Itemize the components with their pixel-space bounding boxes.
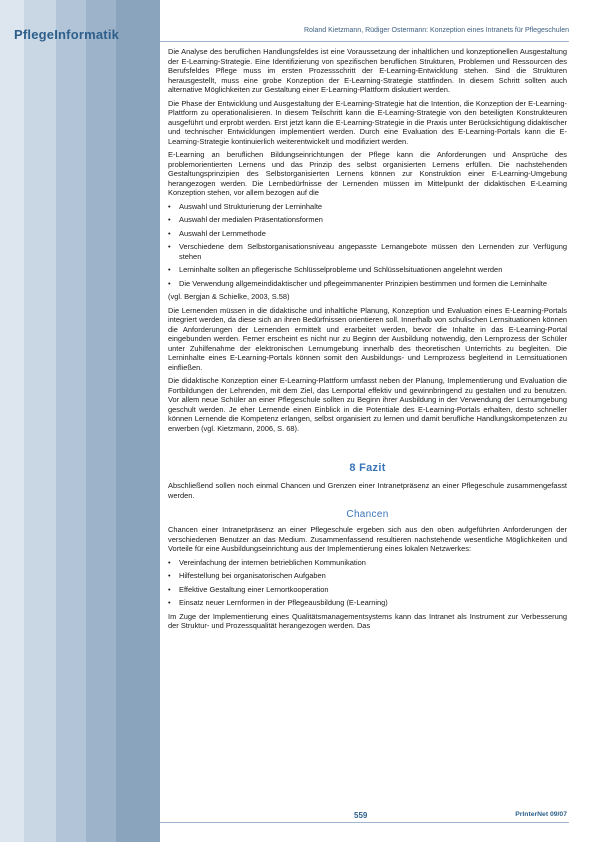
left-band-1 [0, 0, 24, 842]
list-item: • Lerninhalte sollten an pflegerische Schlüsselprobleme und Schlüsselsituationen angelehnt werden [168, 265, 503, 274]
paragraph: Die Lernenden müssen in die didaktische und inhaltliche Planung, Konzeption und Evaluation eines E-Learning-Portals integriert werden, da diese sich an ihren Bedürfnissen orientieren soll. Innerhalb von schulischen Lernsituationen können die Anforderungen der Lernenden ermittelt und erarbeitet werden, bevor die Inhalte in das E-Learning-Portal eingebunden werden. Ferner erscheint es nicht nur zu Beginn der Ausbildung notwendig, den Lernprozess der Schüler unter Zuhilfenahme der elektronischen Lernumgebung innerhalb des theoretischen Unterrichts zu begleiten. Die Lerninhalte eines E-Learning-Portals können somit den Ausbildungs- und Lernprozess begleitend in Lernsituationen einfließen. [168, 305, 567, 372]
list-item: • Auswahl der Lernmethode [168, 228, 266, 238]
page-number: 559 [354, 811, 368, 820]
bullet-icon: • [168, 265, 171, 274]
article-body [168, 47, 567, 635]
citation: (vgl. Bergjan & Schielke, 2003, S.58) [168, 292, 290, 301]
paragraph: E-Learning an beruflichen Bildungseinrichtungen der Pflege kann die Anforderungen und Ansprüche des problemorientierten Lernens und das Prinzip des selbst organisierten Lernens erfüllen. Die nachstehenden Gestaltungsprinzipien des Selbstorganisierten Lernens können zur Konstruktion einer E-Learning-Umgebung herangezogen werden. Die Lernbedürfnisse der Lernenden müssen im Mittelpunkt der didaktischen E-Learning Konzeption stehen, vor allem bezogen auf die [168, 150, 567, 197]
footer-journal: PrInterNet 09/07 [515, 811, 567, 818]
section-heading: 8 Fazit [349, 462, 386, 474]
journal-title: PflegeInformatik [14, 27, 120, 42]
list-item: • Verschiedene dem Selbstorganisationsniveau angepasste Lernangebote müssen den Lernenden zur Verfügung stehen [168, 242, 567, 261]
bullet-icon: • [168, 201, 171, 211]
list-item: • Die Verwendung allgemeindidaktischer und pflegeimmanenter Prinzipien bestimmen und formen die Lerninhalte [168, 278, 547, 288]
sub-heading: Chancen [346, 509, 389, 520]
left-band-5 [116, 0, 160, 842]
header-rule [160, 41, 569, 42]
list-item: • Effektive Gestaltung einer Lernortkooperation [168, 584, 329, 594]
list-item: • Vereinfachung der internen betrieblichen Kommunikation [168, 557, 366, 567]
left-band-3 [56, 0, 86, 842]
footer-rule [160, 822, 569, 823]
bullet-icon: • [168, 584, 171, 594]
list-item: • Hilfestellung bei organisatorischen Aufgaben [168, 571, 326, 580]
list-item: • Auswahl und Strukturierung der Lerninhalte [168, 201, 323, 211]
list-item: • Einsatz neuer Lernformen in der Pflegeausbildung (E-Learning) [168, 598, 388, 607]
bullet-icon: • [168, 571, 171, 580]
bullet-icon: • [168, 598, 171, 607]
bullet-icon: • [168, 228, 171, 238]
paragraph: Chancen einer Intranetpräsenz an einer Pflegeschule ergeben sich aus den oben aufgeführten Anforderungen der verschiedenen Benutzer an das Medium. Zusammenfassend resultieren nachstehende wesentliche Möglichkeiten und Vorteile für eine Ausbildungseinrichtung aus der Implementierung eines lokalen Netzwerkes: [168, 525, 567, 553]
paragraph: Die Analyse des beruflichen Handlungsfeldes ist eine Voraussetzung der inhaltlichen und konzeptionellen Ausgestaltung der E-Learning-Strategie. Eine Identifizierung von spezifischen beruflichen Strukturen, Problemen und Ressourcen des Berufsfeldes Pflege muss im ersten Prozessschritt der E-Learning-Entwicklung stehen. Sind die Strukturen herausgestellt, muss eine grobe Konzeption der E-Learning-Strategie stattfinden. In diesem Schritt sollten auch alternative Möglichkeiten zur Gestaltung einer E-Learning-Plattform diskutiert werden. [168, 47, 567, 94]
bullet-icon: • [168, 242, 171, 251]
advantages-list [168, 558, 567, 608]
bullet-icon: • [168, 557, 171, 567]
header-authors: Roland Kietzmann, Rüdiger Ostermann: Konzeption eines Intranets für Pflegeschulen [304, 27, 569, 34]
principles-list [168, 202, 567, 289]
left-band-2 [24, 0, 56, 842]
left-band-4 [86, 0, 116, 842]
paragraph: Die Phase der Entwicklung und Ausgestaltung der E-Learning-Strategie hat die Intention, die Konzeption der E-Learning-Plattform zu operationalisieren. In diesem Teilschritt kann die E-Learning-Strategie von den beteiligten Konstrukteuren ausgeführt und erprobt werden. Erst jetzt kann die E-Learning-Strategie in die Praxis unter Berücksichtigung didaktischer und technischer Entwicklungen implementiert werden. Durch eine Evaluation des E-Learning-Portals kann die E-Learning-Strategie kontinuierlich weiterentwickelt und modifiziert werden. [168, 98, 567, 146]
bullet-icon: • [168, 278, 171, 288]
bullet-icon: • [168, 215, 171, 224]
paragraph: Im Zuge der Implementierung eines Qualitätsmanagementsystems kann das Intranet als Instrument zur Verbesserung der Struktur- und Prozessqualität herangezogen werden. Das [168, 611, 567, 630]
list-item: • Auswahl der medialen Präsentationsformen [168, 215, 323, 224]
paragraph: Die didaktische Konzeption einer E-Learning-Plattform umfasst neben der Planung, Implementierung und Evaluation die Fortbildungen der Lehrenden, mit dem Ziel, das Lernportal effektiv und gewinnbringend zu gestalten und zu benutzen. Vor allem neue Schüler an einer Pflegeschule sollten zu Beginn ihrer Ausbildung in der Verwendung der Lernumgebung geschult werden. Je eher Lernende einen Einblick in die Potentiale des E-Learning-Portals erhalten, desto schneller können Lernende die Kompetenz erlangen, selbst organisiert zu lernen und damit berufliche Handlungskompetenzen zu erwerben (vgl. Kietzmann, 2006, S. 68). [168, 376, 567, 433]
paragraph: Abschließend sollen noch einmal Chancen und Grenzen einer Intranetpräsenz an einer Pflegeschule zusammengefasst werden. [168, 481, 567, 500]
